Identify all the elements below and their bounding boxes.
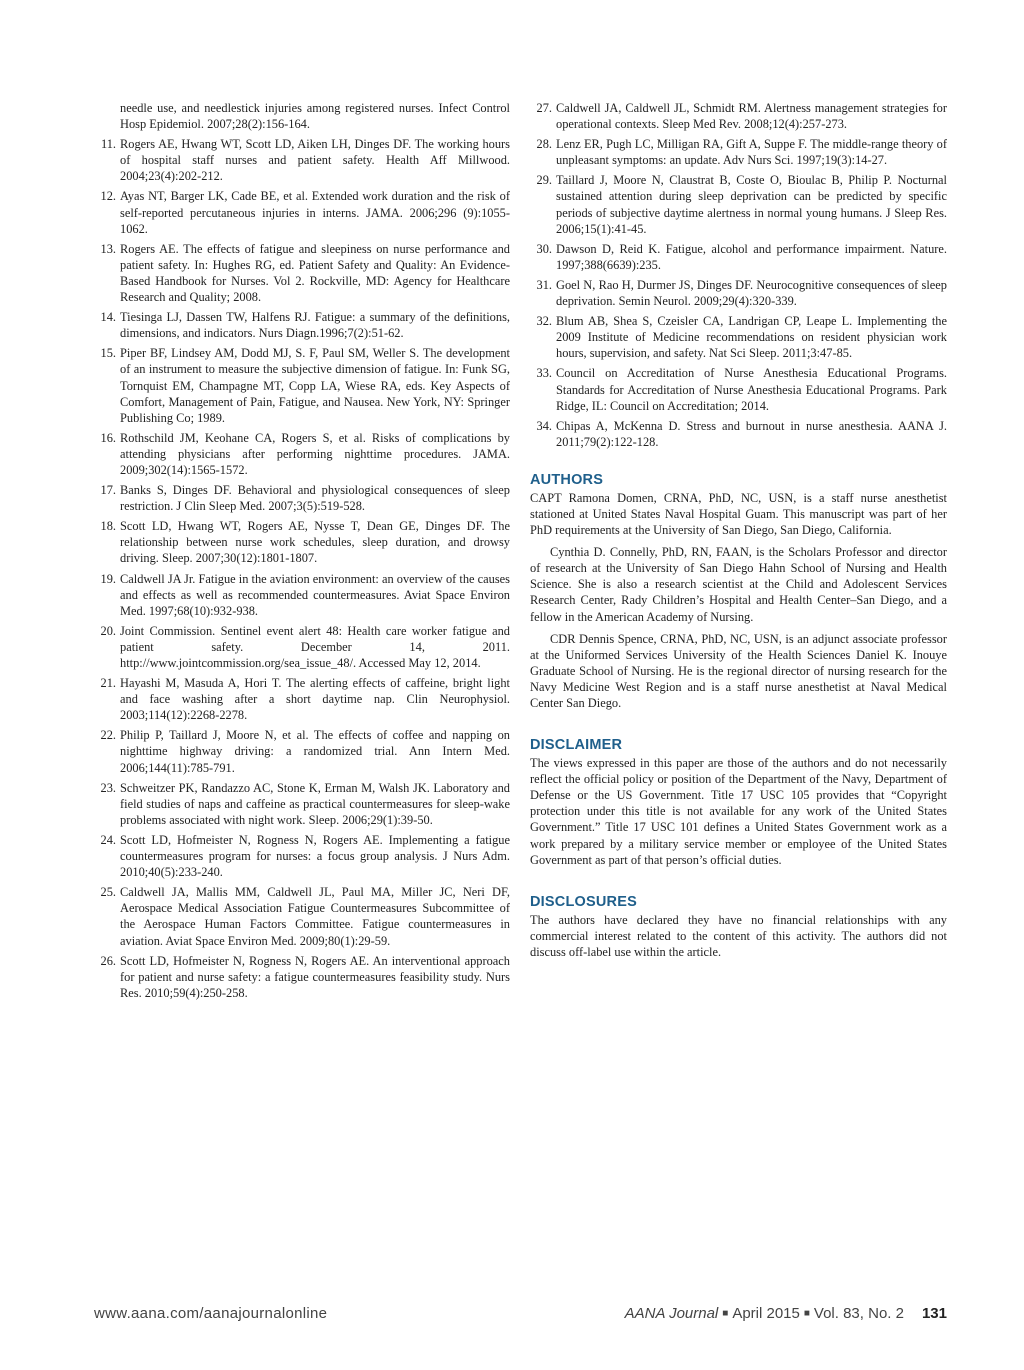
reference-text: Hayashi M, Masuda A, Hori T. The alerting effects of caffeine, bright light and face washing after a short daytime nap. Clin Neurophysiol. 2003;114(12):2268-2278. [120,676,510,723]
reference-item [94,188,510,236]
reference-text: Dawson D, Reid K. Fatigue, alcohol and performance impairment. Nature. 1997;388(6639):235. [556,241,947,272]
page-number: 131 [921,1305,947,1322]
reference-item [530,172,947,236]
footer-url[interactable]: www.aana.com/aanajournalonline [94,1305,328,1322]
footer-citation [625,1305,947,1322]
reference-item [94,100,510,132]
reference-number: 27. [536,101,552,115]
footer-date: April 2015 [732,1305,800,1322]
reference-number: 25. [100,885,116,900]
reference-number: 20. [100,623,116,638]
reference-number: 11. [100,137,116,152]
reference-item [94,430,510,478]
reference-number: 16. [100,430,116,445]
reference-item [530,277,947,309]
reference-text: Rogers AE, Hwang WT, Scott LD, Aiken LH, Dinges DF. The working hours of hospital staff nurses and patient safety. Health Aff Millwood. 2004;23(4):202-212. [120,137,510,184]
reference-text: Scott LD, Hofmeister N, Rogness N, Rogers AE. Implementing a fatigue countermeasures program for nurses: a focus group analysis. J Nurs Adm. 2010;40(5):233-240. [120,832,510,880]
disclaimer-section [530,737,947,868]
reference-text: Lenz ER, Pugh LC, Milligan RA, Gift A, Suppe F. The middle-range theory of unpleasant symptoms: an update. Adv Nurs Sci. 1997;19(3):14-27. [556,137,947,168]
reference-number: 15. [100,346,116,361]
references-column-left [94,100,510,1005]
reference-item [94,675,510,723]
reference-text: Rogers AE. The effects of fatigue and sleepiness on nurse performance and patient safety. In: Hughes RG, ed. Patient Safety and Quality: An Evidence-Based Handbook for Nurses. Vol 2. Rockville, MD: Agency for Healthcare Research and Quality; 2008. [120,241,510,305]
reference-item [530,136,947,168]
reference-text: Schweitzer PK, Randazzo AC, Stone K, Erman M, Walsh JK. Laboratory and field studies of naps and caffeine as practical countermeasures for sleep-wake problems associated with night work. Sleep. 2006;29(1):39-50. [120,780,510,827]
reference-item [94,241,510,305]
reference-number: 24. [100,832,116,847]
reference-number: 34. [536,418,552,433]
reference-text: Philip P, Taillard J, Moore N, et al. The effects of coffee and napping on nighttime highway driving: a randomized trial. Ann Intern Med. 2006;144(11):785-791. [120,728,510,775]
reference-number: 12. [100,189,116,204]
reference-number: 13. [100,241,116,256]
reference-text: Council on Accreditation of Nurse Anesthesia Educational Programs. Standards for Accreditation of Nurse Anesthesia Educational Programs. Park Ridge, IL: Council on Accreditation; 2014. [556,366,947,413]
reference-item [530,313,947,361]
reference-text: Blum AB, Shea S, Czeisler CA, Landrigan CP, Leape L. Implementing the 2009 Institute of Medicine recommendations on resident physician work hours, supervision, and safety. Nat Sci Sleep. 2011;3:47-85. [556,314,947,361]
reference-text: Banks S, Dinges DF. Behavioral and physiological consequences of sleep restriction. J Clin Sleep Med. 2007;3(5):519-528. [120,483,510,514]
reference-item [94,623,510,671]
footer-volume: Vol. 83, No. 2 [813,1305,904,1322]
reference-item [530,418,947,450]
reference-item [94,345,510,425]
reference-text: Taillard J, Moore N, Claustrat B, Coste O, Bioulac B, Philip P. Nocturnal sustained attention during sleep deprivation can be predicted by specific periods of subjective daytime alertness in normal young humans. J Sleep Res. 2006;15(1):41-45. [556,173,947,236]
reference-item [94,780,510,828]
reference-text: Scott LD, Hofmeister N, Rogness N, Rogers AE. An interventional approach for patient and nurse safety: a fatigue countermeasures feasibility study. Nurs Res. 2010;59(4):250-258. [120,953,510,1000]
disclosures-heading: DISCLOSURES [530,893,637,910]
disclaimer-heading: DISCLAIMER [530,737,623,754]
footer-separator: ■ [803,1308,810,1319]
author-bio: Cynthia D. Connelly, PhD, RN, FAAN, is the Scholars Professor and director of research at the University of San Diego Hahn School of Nursing and Health Science. She is also a research scientist at the Child and Adolescent Services Research Center, Rady Children’s Hospital and Health Center–San Diego, and a fellow in the American Academy of Nursing. [530,545,947,624]
reference-item [530,365,947,413]
reference-text: Caldwell JA Jr. Fatigue in the aviation environment: an overview of the causes and effects as well as recommended countermeasures. Aviat Space Environ Med. 1997;68(10):932-938. [120,571,510,618]
reference-number: 23. [100,780,116,795]
reference-text: Joint Commission. Sentinel event alert 48: Health care worker fatigue and patient safety. December 14, 2011. http://www.jointcommission.org/sea_issue_48/. Accessed May 12, 2014. [120,623,510,670]
reference-text: Piper BF, Lindsey AM, Dodd MJ, S. F, Paul SM, Weller S. The development of an instrument to measure the subjective dimension of fatigue. In: Funk SG, Tornquist EM, Champagne MT, Copp LA, Wiese RA, eds. Key Aspects of Comfort, Management of Pain, Fatigue, and Nausea. New York, NY: Springer Publishing Co; 1989. [120,346,510,425]
reference-number: 29. [536,173,552,188]
reference-item [530,100,947,132]
reference-text: Caldwell JA, Mallis MM, Caldwell JL, Paul MA, Miller JC, Neri DF, Aerospace Medical Association Fatigue Countermeasures Subcommittee of the Aerospace Human Factors Committee. Fatigue countermeasures in aviation. Aviat Space Environ Med. 2009;80(1):29-59. [120,885,510,948]
reference-number: 26. [100,953,116,968]
reference-text: Scott LD, Hwang WT, Rogers AE, Nysse T, Dean GE, Dinges DF. The relationship between nurse work schedules, sleep duration, and drowsy driving. Sleep. 2007;30(12):1801-1807. [120,519,510,566]
reference-number: 31. [536,277,552,292]
reference-item [94,518,510,566]
reference-item [94,482,510,514]
reference-number: 21. [100,676,116,691]
right-column [530,100,947,966]
reference-number: 22. [100,728,116,743]
reference-item [530,241,947,273]
reference-number: 14. [100,310,116,325]
reference-item [94,136,510,184]
reference-number: 30. [536,241,552,256]
reference-text: Chipas A, McKenna D. Stress and burnout in nurse anesthesia. AANA J. 2011;79(2):122-128. [556,418,947,449]
reference-text: needle use, and needlestick injuries among registered nurses. Infect Control Hosp Epidemiol. 2007;28(2):156-164. [120,101,510,132]
reference-item [94,727,510,775]
reference-number: 17. [100,483,116,498]
reference-number: 32. [536,314,552,329]
disclaimer-text: The views expressed in this paper are those of the authors and do not necessarily reflect the official policy or position of the Department of the Navy, Department of Defense or the US Government. Title 17 USC 105 provides that “Copyright protection under this title is not available for any work of the United States Government.” Title 17 USC 101 defines a United States Government work as a work prepared by a military service member or employee of the United States Government as part of that person’s official duties. [530,756,947,867]
reference-number: 33. [536,366,552,381]
disclosures-text: The authors have declared they have no financial relationships with any commercial interest related to the content of this activity. The authors did not discuss off-label use within the article. [530,912,947,959]
reference-text: Ayas NT, Barger LK, Cade BE, et al. Extended work duration and the risk of self-reported percutaneous injuries in interns. JAMA. 2006;296 (9):1055-1062. [120,189,510,236]
disclosures-section [530,894,947,960]
authors-heading: AUTHORS [530,471,604,488]
reference-text: Tiesinga LJ, Dassen TW, Halfens RJ. Fatigue: a summary of the definitions, dimensions, and indicators. Nurs Diagn.1996;7(2):51-62. [120,310,510,341]
author-bio: CAPT Ramona Domen, CRNA, PhD, NC, USN, is a staff nurse anesthetist stationed at United States Naval Hospital Guam. This manuscript was part of her PhD requirements at the University of San Diego, San Diego, California. [530,490,947,538]
reference-number: 19. [100,571,116,586]
author-bio: CDR Dennis Spence, CRNA, PhD, NC, USN, is an adjunct associate professor at the Uniformed Services University of the Health Sciences Daniel K. Inouye Graduate School of Nursing. He is the regional director of nursing research for the Navy Medicine West Region and is a staff nurse anesthetist at Naval Medical Center San Diego. [530,631,947,710]
reference-item [94,571,510,619]
authors-section [530,472,947,711]
reference-number: 28. [536,137,552,152]
reference-item [94,884,510,948]
reference-text: Goel N, Rao H, Durmer JS, Dinges DF. Neurocognitive consequences of sleep deprivation. Semin Neurol. 2009;29(4):320-339. [556,277,947,309]
reference-item [94,953,510,1001]
reference-item [94,832,510,880]
reference-item [94,309,510,341]
reference-text: Caldwell JA, Caldwell JL, Schmidt RM. Alertness management strategies for operational contexts. Sleep Med Rev. 2008;12(4):257-273. [556,101,947,132]
reference-number: 18. [100,519,116,534]
references-continued [530,100,947,450]
reference-text: Rothschild JM, Keohane CA, Rogers S, et al. Risks of complications by attending physicians after performing nighttime procedures. JAMA. 2009;302(14):1565-1572. [120,430,510,477]
footer-separator: ■ [722,1308,729,1319]
footer-journal: AANA Journal [624,1305,719,1322]
